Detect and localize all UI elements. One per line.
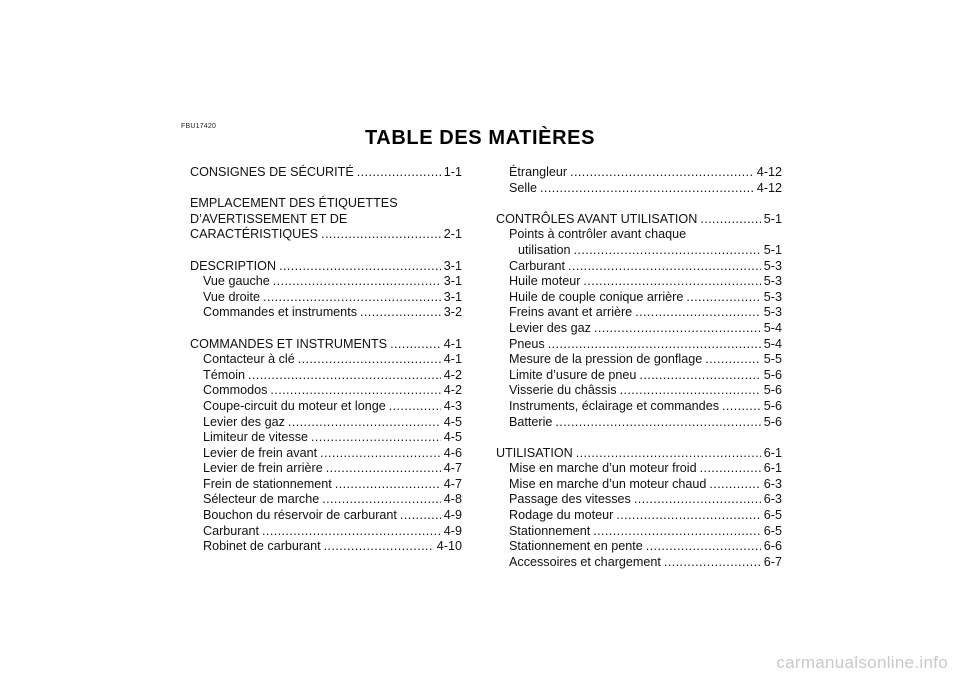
toc-section-entry[interactable] <box>496 446 782 462</box>
toc-entry-title: Carburant <box>203 523 260 538</box>
toc-dot-leader <box>298 352 441 368</box>
toc-page-number: 6-5 <box>763 508 782 523</box>
toc-entry-title: Passage des vitesses <box>509 492 631 507</box>
toc-dot-leader <box>576 446 761 462</box>
toc-dot-leader <box>540 181 754 197</box>
toc-entry-title: Vue droite <box>203 289 260 304</box>
toc-page-number: 5-1 <box>763 242 782 257</box>
toc-entry[interactable] <box>496 290 782 306</box>
toc-page-number: 6-3 <box>763 492 782 507</box>
toc-page-number: 3-2 <box>443 305 462 320</box>
watermark: carmanualsonline.info <box>776 653 948 672</box>
toc-section-entry[interactable] <box>190 227 462 243</box>
toc-dot-leader <box>574 243 761 259</box>
toc-dot-leader <box>639 368 760 384</box>
toc-dot-leader <box>616 508 760 524</box>
toc-page-number: 4-5 <box>443 414 462 429</box>
toc-dot-leader <box>705 352 761 368</box>
toc-entry-title: Levier de frein arrière <box>203 461 323 476</box>
toc-entry-title: Visserie du châssis <box>509 383 617 398</box>
toc-entry[interactable] <box>190 446 462 462</box>
toc-entry[interactable] <box>496 274 782 290</box>
toc-entry[interactable] <box>496 539 782 555</box>
toc-page-number: 5-6 <box>763 414 782 429</box>
toc-entry-title: Freins avant et arrière <box>509 305 633 320</box>
toc-page-number: 4-5 <box>443 430 462 445</box>
toc-dot-leader <box>593 524 761 540</box>
toc-dot-leader <box>270 383 440 399</box>
toc-page-number: 2-1 <box>443 227 462 242</box>
toc-dot-leader <box>548 337 761 353</box>
toc-entry[interactable] <box>190 492 462 508</box>
toc-page-number: 5-3 <box>763 305 782 320</box>
toc-entry[interactable] <box>496 243 782 259</box>
document-code: FBU17420 <box>181 123 217 130</box>
toc-entry-title: COMMANDES ET INSTRUMENTS <box>190 336 388 351</box>
toc-entry[interactable] <box>496 321 782 337</box>
toc-entry[interactable] <box>190 477 462 493</box>
toc-page-number: 5-6 <box>763 398 782 413</box>
toc-dot-leader <box>248 368 441 384</box>
toc-entry-title: Stationnement <box>509 523 591 538</box>
toc-page-number: 6-1 <box>763 445 782 460</box>
toc-dot-leader <box>664 555 761 571</box>
toc-entry-title: Vue gauche <box>203 274 270 289</box>
toc-section-entry[interactable] <box>190 259 462 275</box>
toc-entry-title: Accessoires et chargement <box>509 554 661 569</box>
toc-dot-leader <box>583 274 760 290</box>
toc-page-number: 4-2 <box>443 367 462 382</box>
toc-entry[interactable] <box>190 539 462 555</box>
toc-heading-line: EMPLACEMENT DES ÉTIQUETTES <box>190 196 398 211</box>
toc-entry-title: utilisation <box>518 242 571 257</box>
toc-entry-title: Bouchon du réservoir de carburant <box>203 508 397 523</box>
toc-page-number: 5-1 <box>763 211 782 226</box>
toc-entry-title: Levier des gaz <box>203 414 285 429</box>
toc-dot-leader <box>390 337 441 353</box>
toc-page-number: 5-5 <box>763 352 782 367</box>
toc-entry[interactable] <box>496 415 782 431</box>
toc-dot-leader <box>700 461 761 477</box>
toc-entry-title: Étrangleur <box>509 165 568 179</box>
toc-entry-title: CONSIGNES DE SÉCURITÉ <box>190 165 354 179</box>
toc-entry-title: Selle <box>509 180 538 195</box>
toc-dot-leader <box>335 477 441 493</box>
toc-dot-leader <box>263 290 441 306</box>
toc-page-number: 4-12 <box>756 180 782 195</box>
toc-entry[interactable] <box>190 461 462 477</box>
toc-dot-leader <box>700 212 760 228</box>
toc-spacer <box>190 243 462 259</box>
toc-entry-title: Huile moteur <box>509 274 581 289</box>
toc-dot-leader <box>322 492 441 508</box>
toc-page-number: 3-1 <box>443 289 462 304</box>
toc-page-number: 5-3 <box>763 258 782 273</box>
toc-entry[interactable] <box>190 368 462 384</box>
toc-entry[interactable] <box>496 508 782 524</box>
toc-dot-leader <box>709 477 760 493</box>
toc-page-number: 5-4 <box>763 336 782 351</box>
toc-page-number: 4-2 <box>443 383 462 398</box>
toc-dot-leader <box>288 415 441 431</box>
toc-entry[interactable] <box>496 165 782 181</box>
toc-entry-title: Huile de couple conique arrière <box>509 289 684 304</box>
toc-entry-title: Rodage du moteur <box>509 508 614 523</box>
toc-entry-title: Commandes et instruments <box>203 305 357 320</box>
toc-page-number: 5-3 <box>763 289 782 304</box>
toc-dot-leader <box>634 492 761 508</box>
toc-spacer <box>190 321 462 337</box>
toc-entry-title: UTILISATION <box>496 445 573 460</box>
toc-entry[interactable] <box>190 290 462 306</box>
toc-dot-leader <box>686 290 760 306</box>
toc-entry[interactable] <box>496 555 782 571</box>
toc-page-number: 6-5 <box>763 523 782 538</box>
toc-section-entry[interactable] <box>190 337 462 353</box>
toc-entry[interactable] <box>496 305 782 321</box>
toc-dot-leader <box>262 524 441 540</box>
toc-page-number: 5-6 <box>763 367 782 382</box>
toc-page-number: 5-6 <box>763 383 782 398</box>
toc-entry-title: Témoin <box>203 367 245 382</box>
toc-page-number: 4-7 <box>443 461 462 476</box>
toc-page-number: 4-1 <box>443 352 462 367</box>
toc-entry[interactable] <box>190 430 462 446</box>
toc-entry[interactable] <box>496 383 782 399</box>
toc-entry[interactable] <box>496 181 782 197</box>
toc-entry[interactable] <box>190 383 462 399</box>
toc-dot-leader <box>722 399 761 415</box>
toc-page-number: 4-9 <box>443 523 462 538</box>
toc-dot-leader <box>568 259 761 275</box>
toc-page-number: 6-3 <box>763 476 782 491</box>
toc-page-number: 4-6 <box>443 445 462 460</box>
toc-page-number: 6-6 <box>763 539 782 554</box>
toc-dot-leader <box>646 539 761 555</box>
toc-entry-title: Contacteur à clé <box>203 352 295 367</box>
toc-section-entry[interactable] <box>190 165 462 181</box>
toc-entry-title: Levier des gaz <box>509 320 591 335</box>
toc-entry-title: Robinet de carburant <box>203 539 321 554</box>
toc-entry-title: Coupe-circuit du moteur et longe <box>203 398 386 413</box>
toc-dot-leader <box>594 321 761 337</box>
toc-entry[interactable] <box>496 461 782 477</box>
toc-heading-line: Points à contrôler avant chaque <box>509 227 687 242</box>
toc-page-number: 4-10 <box>436 539 462 554</box>
toc-page-number: 4-3 <box>443 398 462 413</box>
toc-entry[interactable] <box>496 259 782 275</box>
toc-dot-leader <box>326 461 441 477</box>
toc-entry[interactable] <box>496 477 782 493</box>
toc-entry[interactable] <box>190 274 462 290</box>
toc-dot-leader <box>273 274 441 290</box>
toc-page-number: 4-8 <box>443 492 462 507</box>
toc-dot-leader <box>279 259 441 275</box>
toc-dot-leader <box>400 508 441 524</box>
toc-page-number: 4-12 <box>756 165 782 179</box>
toc-entry-title: Batterie <box>509 414 553 429</box>
toc-page-number: 6-7 <box>763 554 782 569</box>
toc-entry[interactable] <box>190 305 462 321</box>
toc-entry-title: Frein de stationnement <box>203 476 332 491</box>
toc-entry[interactable] <box>496 399 782 415</box>
toc-entry[interactable] <box>190 508 462 524</box>
toc-entry[interactable] <box>190 399 462 415</box>
toc-dot-leader <box>357 165 441 181</box>
toc-entry-title: Stationnement en pente <box>509 539 643 554</box>
toc-right-column <box>496 165 782 570</box>
toc-dot-leader <box>570 165 754 181</box>
toc-entry-title: DESCRIPTION <box>190 258 277 273</box>
toc-entry-title: Levier de frein avant <box>203 445 318 460</box>
toc-entry[interactable] <box>190 415 462 431</box>
toc-dot-leader <box>311 430 441 446</box>
toc-entry-title: Mise en marche d’un moteur froid <box>509 461 697 476</box>
toc-page-number: 6-1 <box>763 461 782 476</box>
page-title: TABLE DES MATIÈRES <box>364 127 596 149</box>
toc-page-number: 3-1 <box>443 258 462 273</box>
toc-entry[interactable] <box>496 352 782 368</box>
toc-dot-leader <box>635 305 761 321</box>
toc-page-number: 3-1 <box>443 274 462 289</box>
toc-entry[interactable] <box>496 492 782 508</box>
toc-spacer <box>496 196 782 212</box>
toc-dot-leader <box>360 305 441 321</box>
toc-entry[interactable] <box>496 368 782 384</box>
toc-page-number: 5-4 <box>763 320 782 335</box>
toc-dot-leader <box>620 383 761 399</box>
toc-dot-leader <box>321 227 441 243</box>
toc-page-number: 1-1 <box>443 165 462 179</box>
toc-page-number: 5-3 <box>763 274 782 289</box>
toc-page-number: 4-1 <box>443 336 462 351</box>
toc-entry-title: Sélecteur de marche <box>203 492 320 507</box>
toc-dot-leader <box>320 446 441 462</box>
toc-entry-title: Limite d’usure de pneu <box>509 367 637 382</box>
toc-dot-leader <box>324 539 434 555</box>
toc-dot-leader <box>555 415 760 431</box>
toc-left-column <box>190 165 462 555</box>
toc-section-entry[interactable] <box>496 212 782 228</box>
toc-entry-title: Carburant <box>509 258 566 273</box>
toc-entry-title: CONTRÔLES AVANT UTILISATION <box>496 211 698 226</box>
toc-spacer <box>190 181 462 197</box>
toc-entry-title: CARACTÉRISTIQUES <box>190 227 319 242</box>
toc-page-number: 4-9 <box>443 508 462 523</box>
toc-entry[interactable] <box>496 524 782 540</box>
toc-spacer <box>496 430 782 446</box>
toc-dot-leader <box>389 399 441 415</box>
toc-entry[interactable] <box>190 524 462 540</box>
toc-entry[interactable] <box>190 352 462 368</box>
toc-entry[interactable] <box>496 337 782 353</box>
toc-entry-title: Limiteur de vitesse <box>203 430 308 445</box>
toc-entry-title: Commodos <box>203 383 268 398</box>
toc-entry-title: Mesure de la pression de gonflage <box>509 352 703 367</box>
toc-entry-title: Instruments, éclairage et commandes <box>509 398 719 413</box>
toc-entry-title: Mise en marche d’un moteur chaud <box>509 476 707 491</box>
toc-heading-line: D’AVERTISSEMENT ET DE <box>190 211 348 226</box>
toc-entry-title: Pneus <box>509 336 545 351</box>
toc-page-number: 4-7 <box>443 476 462 491</box>
